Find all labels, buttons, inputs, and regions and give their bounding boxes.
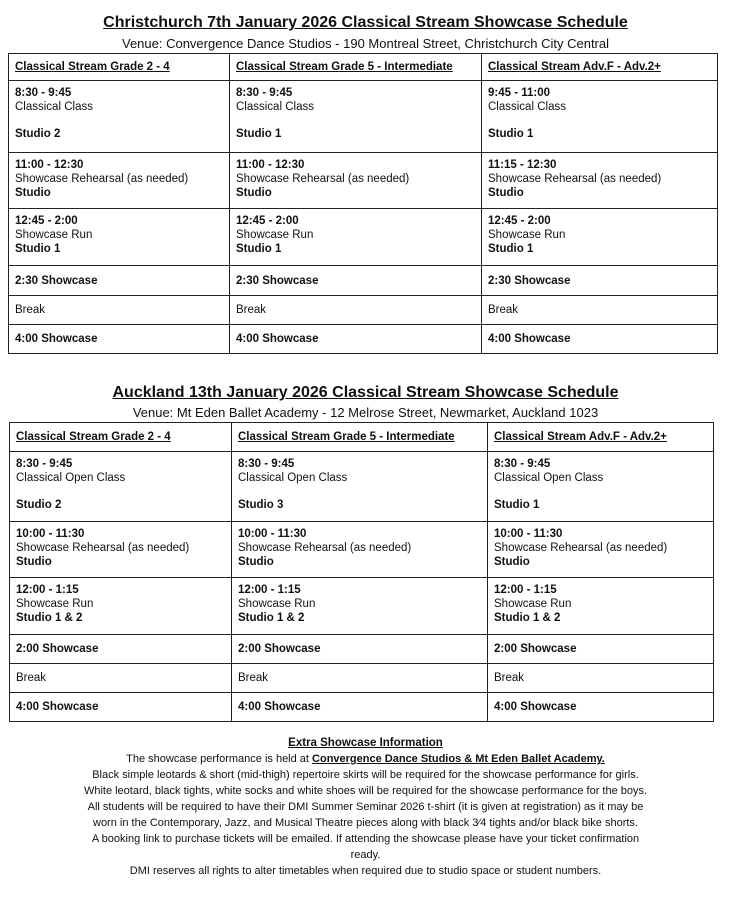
time-text: 10:00 - 11:30 <box>16 528 85 540</box>
schedule-cell <box>232 578 488 635</box>
schedule-cell: 2:30 Showcase <box>9 266 230 296</box>
studio-text: Studio 1 <box>236 128 282 140</box>
studio-text: Studio 1 <box>488 243 534 255</box>
schedule-cell <box>488 522 714 578</box>
studio-text: Studio 1 <box>15 243 61 255</box>
schedule-cell: 2:00 Showcase <box>232 635 488 664</box>
studio-text: Studio 1 <box>494 499 540 511</box>
activity-text: Classical Class <box>15 101 93 113</box>
activity-text: Showcase Run <box>494 598 572 610</box>
activity-text: Classical Class <box>236 101 314 113</box>
extra-info-line: worn in the Contemporary, Jazz, and Musical Theatre pieces along with black 3⁄4 tights and/or black bike shorts. <box>93 817 638 829</box>
table-row <box>10 522 714 578</box>
auckland-schedule-table <box>9 422 714 722</box>
activity-text: Showcase Rehearsal (as needed) <box>238 542 412 554</box>
time-text: 11:15 - 12:30 <box>488 159 557 171</box>
schedule-cell: Break <box>230 296 482 325</box>
column-header: Classical Stream Grade 2 - 4 <box>10 423 232 452</box>
table-row <box>9 81 718 153</box>
held-venues: Convergence Dance Studios & Mt Eden Ballet Academy. <box>312 753 605 765</box>
time-text: 11:00 - 12:30 <box>236 159 305 171</box>
schedule-cell: 2:00 Showcase <box>488 635 714 664</box>
studio-text: Studio <box>238 556 274 568</box>
activity-text: Classical Open Class <box>16 472 126 484</box>
studio-text: Studio 1 <box>236 243 282 255</box>
schedule-cell: 4:00 Showcase <box>230 325 482 354</box>
activity-text: Showcase Run <box>488 229 566 241</box>
studio-text: Studio <box>15 187 51 199</box>
time-text: 10:00 - 11:30 <box>494 528 563 540</box>
table-header-row <box>9 54 718 81</box>
activity-text: Showcase Rehearsal (as needed) <box>488 173 662 185</box>
studio-text: Studio 1 & 2 <box>494 612 561 624</box>
schedule-cell: Break <box>10 664 232 693</box>
extra-info-title: Extra Showcase Information <box>288 737 443 749</box>
schedule-cell: 2:30 Showcase <box>482 266 718 296</box>
studio-text: Studio <box>488 187 524 199</box>
schedule-cell <box>482 81 718 153</box>
time-text: 12:45 - 2:00 <box>236 215 299 227</box>
schedule-cell <box>232 522 488 578</box>
table-row <box>10 452 714 522</box>
table-row <box>9 296 718 325</box>
table-row <box>9 266 718 296</box>
time-text: 8:30 - 9:45 <box>238 458 295 470</box>
schedule-cell: 4:00 Showcase <box>232 693 488 722</box>
auckland-schedule-title: Auckland 13th January 2026 Classical Stream Showcase Schedule <box>112 384 619 401</box>
studio-text: Studio 1 <box>488 128 534 140</box>
activity-text: Showcase Run <box>16 598 94 610</box>
schedule-cell: Break <box>232 664 488 693</box>
schedule-cell <box>482 209 718 266</box>
time-text: 8:30 - 9:45 <box>16 458 73 470</box>
extra-info-held-line <box>0 751 731 767</box>
table-row <box>9 325 718 354</box>
time-text: 11:00 - 12:30 <box>15 159 84 171</box>
auckland-venue: Venue: Mt Eden Ballet Academy - 12 Melrose Street, Newmarket, Auckland 1023 <box>132 405 599 420</box>
schedule-cell <box>9 81 230 153</box>
table-header-row <box>10 423 714 452</box>
extra-info-line: ready. <box>350 849 381 861</box>
time-text: 8:30 - 9:45 <box>236 87 293 99</box>
extra-info-line: White leotard, black tights, white socks and white shoes will be required for the showcase performance for the boys. <box>83 785 648 797</box>
extra-info-line: A booking link to purchase tickets will be emailed. If attending the showcase please have your ticket confirmation <box>91 833 640 845</box>
schedule-cell <box>230 81 482 153</box>
schedule-cell <box>488 578 714 635</box>
schedule-cell <box>230 153 482 209</box>
schedule-cell <box>488 452 714 522</box>
schedule-cell <box>10 452 232 522</box>
column-header: Classical Stream Grade 5 - Intermediate <box>230 54 482 81</box>
schedule-cell: 2:30 Showcase <box>230 266 482 296</box>
schedule-cell <box>10 522 232 578</box>
schedule-cell: 4:00 Showcase <box>10 693 232 722</box>
schedule-cell: 4:00 Showcase <box>9 325 230 354</box>
table-row <box>9 153 718 209</box>
studio-text: Studio <box>236 187 272 199</box>
activity-text: Classical Open Class <box>494 472 604 484</box>
time-text: 12:00 - 1:15 <box>238 584 301 596</box>
activity-text: Showcase Run <box>236 229 314 241</box>
column-header: Classical Stream Adv.F - Adv.2+ <box>488 423 714 452</box>
studio-text: Studio <box>494 556 530 568</box>
schedule-cell <box>482 153 718 209</box>
time-text: 12:00 - 1:15 <box>494 584 557 596</box>
activity-text: Showcase Rehearsal (as needed) <box>236 173 410 185</box>
extra-info-line: DMI reserves all rights to alter timetables when required due to studio space or student numbers. <box>129 865 602 877</box>
table-row <box>10 693 714 722</box>
activity-text: Classical Class <box>488 101 566 113</box>
schedule-cell: 4:00 Showcase <box>482 325 718 354</box>
column-header: Classical Stream Adv.F - Adv.2+ <box>482 54 718 81</box>
studio-text: Studio 1 & 2 <box>16 612 83 624</box>
schedule-cell <box>10 578 232 635</box>
schedule-cell <box>230 209 482 266</box>
studio-text: Studio 2 <box>16 499 62 511</box>
schedule-cell: Break <box>482 296 718 325</box>
time-text: 8:30 - 9:45 <box>494 458 551 470</box>
time-text: 10:00 - 11:30 <box>238 528 307 540</box>
extra-info-line: All students will be required to have their DMI Summer Seminar 2026 t-shirt (it is given at registration) as it may be <box>87 801 644 813</box>
studio-text: Studio 3 <box>238 499 284 511</box>
time-text: 8:30 - 9:45 <box>15 87 72 99</box>
christchurch-schedule-title: Christchurch 7th January 2026 Classical Stream Showcase Schedule <box>103 14 628 31</box>
time-text: 12:45 - 2:00 <box>488 215 551 227</box>
held-prefix: The showcase performance is held at <box>126 753 313 765</box>
activity-text: Showcase Run <box>15 229 93 241</box>
extra-info-section <box>0 735 731 879</box>
activity-text: Showcase Rehearsal (as needed) <box>15 173 189 185</box>
table-row <box>9 209 718 266</box>
schedule-cell: 2:00 Showcase <box>10 635 232 664</box>
table-row <box>10 578 714 635</box>
extra-info-line: Black simple leotards & short (mid-thigh) repertoire skirts will be required for the showcase performance for girls. <box>92 769 639 781</box>
time-text: 12:00 - 1:15 <box>16 584 79 596</box>
schedule-cell <box>9 153 230 209</box>
studio-text: Studio 1 & 2 <box>238 612 305 624</box>
schedule-cell: 4:00 Showcase <box>488 693 714 722</box>
time-text: 9:45 - 11:00 <box>488 87 551 99</box>
studio-text: Studio <box>16 556 52 568</box>
time-text: 12:45 - 2:00 <box>15 215 78 227</box>
table-row <box>10 664 714 693</box>
activity-text: Classical Open Class <box>238 472 348 484</box>
column-header: Classical Stream Grade 2 - 4 <box>9 54 230 81</box>
christchurch-schedule-table <box>8 53 718 354</box>
table-row <box>10 635 714 664</box>
schedule-cell: Break <box>488 664 714 693</box>
column-header: Classical Stream Grade 5 - Intermediate <box>232 423 488 452</box>
activity-text: Showcase Run <box>238 598 316 610</box>
activity-text: Showcase Rehearsal (as needed) <box>16 542 190 554</box>
activity-text: Showcase Rehearsal (as needed) <box>494 542 668 554</box>
schedule-cell <box>232 452 488 522</box>
schedule-cell: Break <box>9 296 230 325</box>
schedule-cell <box>9 209 230 266</box>
christchurch-venue: Venue: Convergence Dance Studios - 190 Montreal Street, Christchurch City Central <box>121 36 610 51</box>
studio-text: Studio 2 <box>15 128 61 140</box>
